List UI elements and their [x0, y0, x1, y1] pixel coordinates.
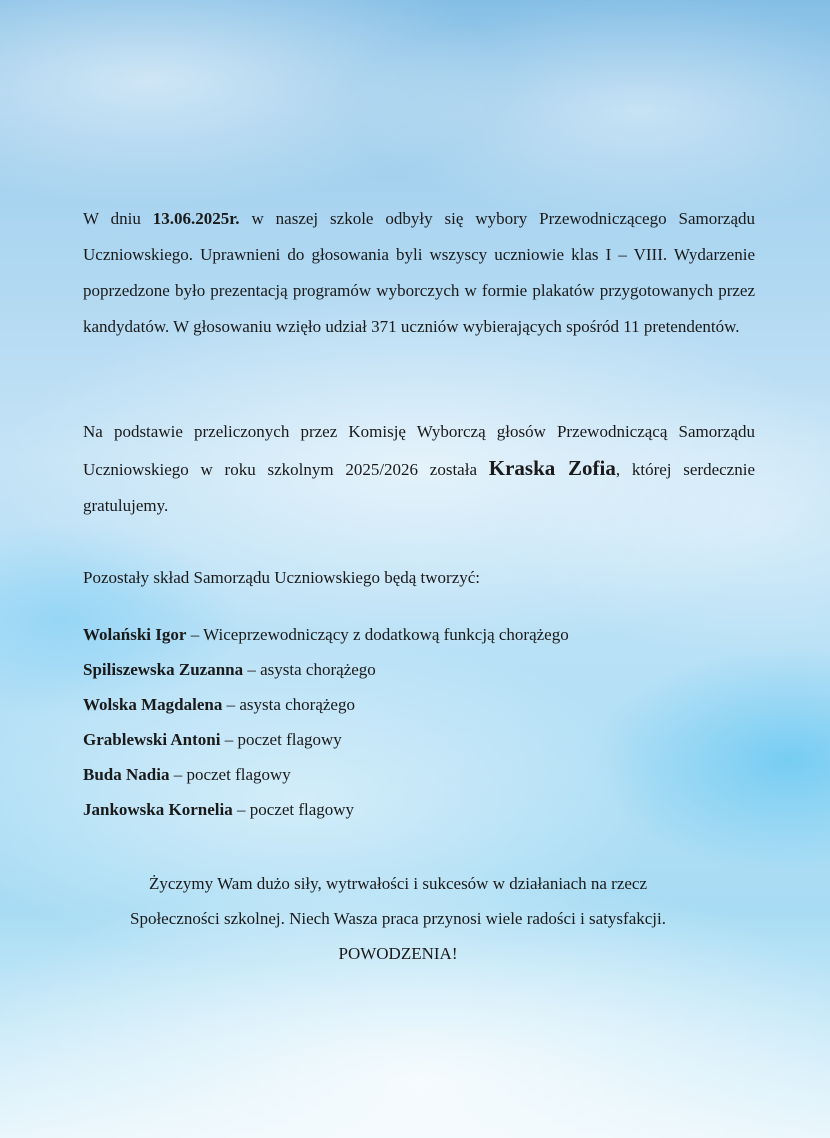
closing-good-luck: POWODZENIA!	[338, 944, 458, 963]
member-name: Spiliszewska Zuzanna	[83, 660, 244, 679]
member-name: Jankowska Kornelia	[83, 800, 233, 819]
member-role: – poczet flagowy	[169, 765, 291, 784]
member-role: – Wiceprzewodniczący z dodatkową funkcją chorążego	[186, 625, 569, 644]
list-item	[83, 617, 755, 652]
list-item	[83, 722, 755, 757]
member-role: – poczet flagowy	[220, 730, 342, 749]
council-members-list	[83, 617, 755, 827]
list-item	[83, 687, 755, 722]
list-item	[83, 792, 755, 827]
member-role: – asysta chorążego	[222, 695, 355, 714]
result-text-before: Na podstawie przeliczonych przez Komisję Wyborczą głosów Przewodniczącą Samorządu Uczniowskiego w roku szkolnym 2025/2026 została	[83, 422, 755, 479]
member-role: – asysta chorążego	[243, 660, 376, 679]
closing-line-1: Życzymy Wam dużo siły, wytrwałości i sukcesów w działaniach na rzecz	[148, 874, 648, 893]
list-item	[83, 757, 755, 792]
member-name: Buda Nadia	[83, 765, 170, 784]
member-role: – poczet flagowy	[232, 800, 355, 819]
closing-wishes	[60, 866, 736, 971]
list-item	[83, 652, 755, 687]
closing-line-2: Społeczności szkolnej. Niech Wasza praca przynosi wiele radości i satysfakcji.	[130, 909, 666, 928]
member-name: Grablewski Antoni	[83, 730, 221, 749]
member-name: Wolska Magdalena	[83, 695, 223, 714]
intro-text: w naszej szkole odbyły się wybory Przewodniczącego Samorządu Uczniowskiego. Uprawnieni do głosowania byli wszyscy uczniowie klas I – VIII. Wydarzenie poprzedzone było prezentacją programów wyborczych w formie plakatów przygotowanych przez kandydatów. W głosowaniu wzięło udział 371 uczniów wybierających spośród 11 pretendentów.	[83, 209, 755, 336]
election-date: 13.06.2025r.	[152, 209, 240, 228]
result-text-after: , której serdecznie gratulujemy.	[83, 460, 755, 515]
council-intro-paragraph: Pozostały skład Samorządu Uczniowskiego będą tworzyć:	[83, 568, 481, 587]
intro-prefix: W dniu	[83, 209, 153, 228]
election-result-paragraph	[83, 414, 755, 524]
member-name: Wolański Igor	[83, 625, 187, 644]
election-intro-paragraph	[83, 201, 755, 345]
winner-name: Kraska Zofia	[488, 456, 616, 480]
